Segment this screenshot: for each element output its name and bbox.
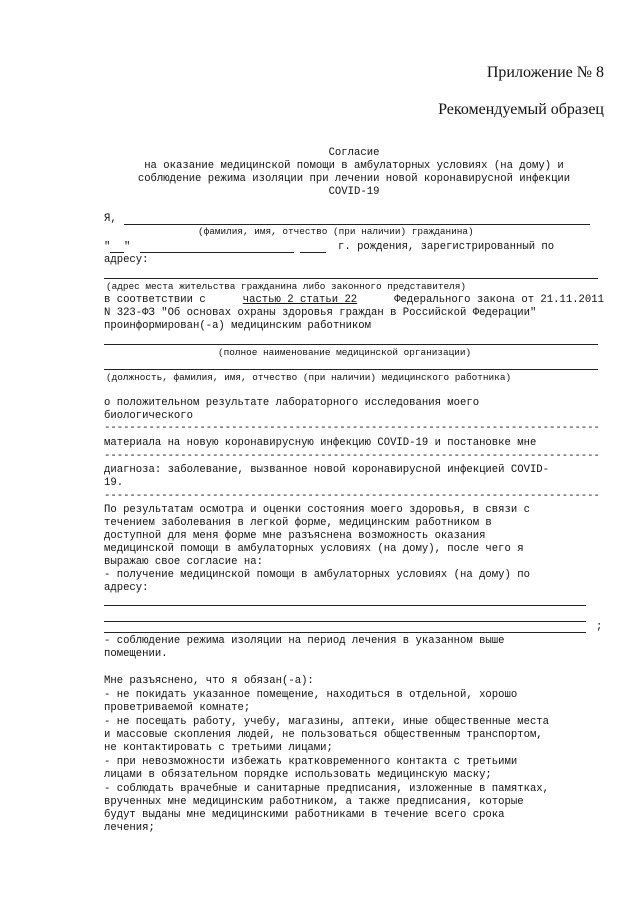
treatment-address-line-1[interactable] xyxy=(104,605,586,606)
quote-close: " xyxy=(124,241,131,253)
worker-line[interactable] xyxy=(104,369,598,370)
obligation-2-line-3: не контактировать с третьими лицами; xyxy=(104,742,333,754)
dashed-line-3: ------------------------------------------------------------------------------ xyxy=(104,490,600,502)
para-line-2: течением заболевания в легкой форме, медицинским работником в xyxy=(104,517,492,529)
law-line-2: N 323-ФЗ "Об основах охраны здоровья граждан в Российской Федерации" xyxy=(104,307,537,319)
bullet-2-line-1: - соблюдение режима изоляции на период лечения в указанном выше xyxy=(104,635,505,647)
title-line-4: COVID-19 xyxy=(328,186,380,198)
caption-fio: (фамилия, имя, отчество (при наличии) гражданина) xyxy=(198,226,474,237)
dashed-line-2: ------------------------------------------------------------------------------ xyxy=(104,450,600,462)
bullet-1-line-2: адресу: xyxy=(104,582,149,594)
obligation-1-line-1: - не покидать указанное помещение, находиться в отдельной, хорошо xyxy=(104,689,518,701)
obligation-4-line-3: будут выданы мне медицинскими работниками в течение всего срока xyxy=(104,809,505,821)
obligation-3-line-2: лицами в обязательном порядке использовать медицинскую маску; xyxy=(104,769,492,781)
title-line-1: Согласие xyxy=(328,147,380,159)
obligation-4-line-1: - соблюдать врачебные и санитарные предписания, изложенные в памятках, xyxy=(104,783,550,795)
treatment-address-line-3[interactable] xyxy=(104,632,586,633)
para-line-5: выражаю свое согласие на: xyxy=(104,556,263,568)
result-line-2: биологического xyxy=(104,410,194,422)
obligation-1-line-2: проветриваемой комнате; xyxy=(104,702,251,714)
caption-address: (адрес места жительства гражданина либо законного представителя) xyxy=(106,281,467,292)
bullet-1-line-1: - получение медицинской помощи в амбулаторных условиях (на дому) по xyxy=(104,569,530,581)
birth-text: г. рождения, зарегистрированный по xyxy=(338,241,555,253)
obligation-2-line-1: - не посещать работу, учебу, магазины, аптеки, иные общественные места xyxy=(104,716,550,728)
result-line-3: материала на новую коронавирусную инфекцию COVID-19 и постановке мне xyxy=(104,437,537,449)
para-line-1: По результатам осмотра и оценки состояния моего здоровья, в связи с xyxy=(104,504,530,516)
bullet-2-line-2: помещении. xyxy=(104,648,168,660)
obligation-3-line-1: - при невозможности избежать кратковременного контакта с третьими xyxy=(104,756,518,768)
treatment-address-line-2[interactable] xyxy=(104,621,586,622)
address-label: адресу: xyxy=(104,254,149,266)
address-line[interactable] xyxy=(104,278,598,279)
obligation-2-line-2: и массовые скопления людей, не пользоваться общественным транспортом, xyxy=(104,729,543,741)
org-line[interactable] xyxy=(104,344,598,345)
title-line-3: соблюдение режима изоляции при лечении новой коронавирусной инфекции xyxy=(137,173,571,185)
dashed-line-1: ------------------------------------------------------------------------------ xyxy=(104,422,600,434)
sample-label: Рекомендуемый образец xyxy=(438,101,604,118)
informed-text: проинформирован(-а) медицинским работником xyxy=(104,320,372,332)
obligation-4-line-2: врученных мне медицинским работником, а также предписания, которые xyxy=(104,796,524,808)
diagnosis-line-1: диагноза: заболевание, вызванное новой коронавирусной инфекцией COVID- xyxy=(104,464,550,476)
diagnosis-line-2: 19. xyxy=(104,477,124,489)
title-line-2: на оказание медицинской помощи в амбулаторных условиях (на дому) и xyxy=(144,160,564,172)
law-link[interactable]: частью 2 статьи 22 xyxy=(242,294,358,306)
obligation-4-line-4: лечения; xyxy=(104,822,155,834)
caption-org: (полное наименование медицинской организации) xyxy=(218,347,472,358)
appendix-number: Приложение № 8 xyxy=(486,64,604,81)
para-line-4: медицинской помощи в амбулаторных условиях (на дому), после чего я xyxy=(104,543,524,555)
law-post: Федерального закона от 21.11.2011 xyxy=(394,294,604,306)
para-line-3: доступной для меня форме мне разъяснена возможность оказания xyxy=(104,530,486,542)
birth-year-line[interactable] xyxy=(300,252,326,253)
caption-worker: (должность, фамилия, имя, отчество (при наличии) медицинского работника) xyxy=(106,372,512,383)
law-pre: в соответствии с xyxy=(104,294,206,306)
law-line-1 xyxy=(104,293,604,307)
birth-month-line[interactable] xyxy=(140,252,294,253)
result-line-1: о положительном результате лабораторного исследования моего xyxy=(104,397,480,409)
quote-open: " xyxy=(104,241,111,253)
obligations-intro: Мне разъяснено, что я обязан(-а): xyxy=(104,675,314,687)
semicolon: ; xyxy=(596,621,603,633)
label-ya: Я, xyxy=(104,213,117,225)
